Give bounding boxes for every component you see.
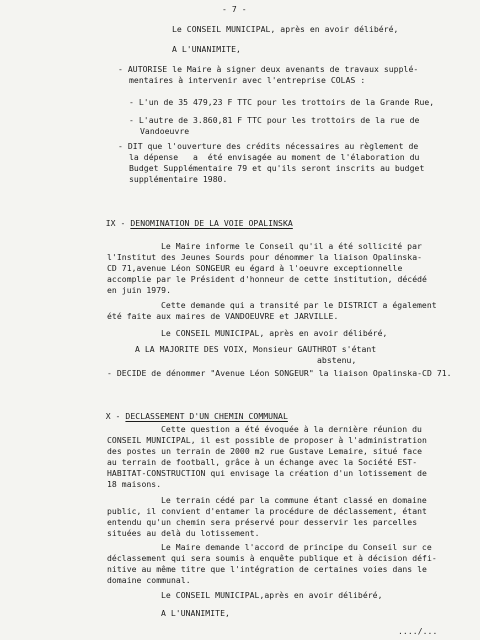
- ix-abstention-line: abstenu,: [317, 355, 357, 365]
- section-ix-heading: [86, 207, 293, 240]
- ix-majority-line: A LA MAJORITE DES VOIX, Monsieur GAUTHROT s'étant: [135, 344, 377, 354]
- ix-paragraph-2-line-2: été faite aux maires de VANDOEUVRE et JARVILLE.: [107, 311, 339, 321]
- x-paragraph-3-line-1: Le Maire demande l'accord de principe du Conseil sur ce: [161, 542, 432, 552]
- x-unanimity-line: A L'UNANIMITE,: [161, 608, 230, 618]
- ix-paragraph-2-line-1: Cette demande qui a transité par le DISTRICT a également: [161, 300, 437, 310]
- section-ix-number: IX -: [105, 218, 126, 228]
- ix-paragraph-1-line-1: Le Maire informe le Conseil qu'il a été sollicité par: [161, 241, 422, 251]
- avenant-2-line-2: Vandoeuvre: [140, 126, 190, 136]
- x-paragraph-3-line-2: déclassement qui sera soumis à enquête publique et à décision défi-: [107, 553, 437, 563]
- x-paragraph-3-line-4: domaine communal.: [107, 575, 191, 585]
- x-paragraph-2-line-1: Le terrain cédé par la commune étant classé en domaine: [161, 495, 427, 505]
- ix-paragraph-1-line-2: l'Institut des Jeunes Sourds pour dénommer la liaison Opalinska-: [107, 252, 423, 262]
- ix-paragraph-1-line-3: CD 71,avenue Léon SONGEUR eu égard à l'oeuvre exceptionnelle: [107, 263, 403, 273]
- ix-decision-line: - DECIDE de dénommer "Avenue Léon SONGEUR" la liaison Opalinska-CD 71.: [107, 368, 452, 378]
- avenant-1: - L'un de 35 479,23 F TTC pour les trottoirs de la Grande Rue,: [129, 97, 435, 107]
- x-paragraph-2-line-3: entendu qu'un chemin sera préservé pour desservir les parcelles: [107, 517, 418, 527]
- x-paragraph-1-line-4: au terrain de football, grâce à un échange avec la Société EST-: [107, 457, 418, 467]
- x-paragraph-1-line-1: Cette question a été évoquée à la dernière réunion du: [161, 424, 422, 434]
- dit-line-4: supplémentaire 1980.: [129, 174, 228, 184]
- section-x-title: DECLASSEMENT D'UN CHEMIN COMMUNAL: [125, 411, 288, 421]
- x-council-deliberation: Le CONSEIL MUNICIPAL,après en avoir délibéré,: [161, 590, 383, 600]
- avenant-2-line-1: - L'autre de 3.860,81 F TTC pour les trottoirs de la rue de: [129, 115, 420, 125]
- ix-paragraph-1-line-5: en juin 1979.: [107, 285, 171, 295]
- authorise-line-1: - AUTORISE le Maire à signer deux avenants de travaux supplé-: [118, 64, 419, 74]
- council-deliberation-line: Le CONSEIL MUNICIPAL, après en avoir délibéré,: [172, 24, 399, 34]
- authorise-line-2: mentaires à intervenir avec l'entreprise COLAS :: [129, 75, 366, 85]
- x-paragraph-2-line-2: public, il convient d'entamer la procédure de déclassement, étant: [107, 506, 427, 516]
- dit-line-2: la dépense a été envisagée au moment de l'élaboration du: [129, 152, 420, 162]
- x-paragraph-1-line-6: 18 maisons.: [107, 479, 162, 489]
- x-paragraph-2-line-4: situées au delà du lotissement.: [107, 528, 260, 538]
- section-ix-title: DENOMINATION DE LA VOIE OPALINSKA: [130, 218, 293, 228]
- section-x-number: X -: [105, 411, 121, 421]
- dit-line-3: Budget Supplémentaire 79 et qu'ils seront inscrits au budget: [129, 163, 425, 173]
- continuation-mark: ..../...: [398, 626, 438, 636]
- x-paragraph-3-line-3: nitive au même titre que l'intégration de certaines voies dans le: [107, 564, 427, 574]
- unanimity-line: A L'UNANIMITE,: [172, 44, 241, 54]
- dit-line-1: - DIT que l'ouverture des crédits nécessaires au règlement de: [118, 141, 419, 151]
- ix-paragraph-1-line-4: accomplie par le Président d'honneur de cette institution, décédé: [107, 274, 427, 284]
- x-paragraph-1-line-2: CONSEIL MUNICIPAL, il est possible de proposer à l'administration: [107, 435, 427, 445]
- x-paragraph-1-line-3: des postes un terrain de 2000 m2 rue Gustave Lemaire, situé face: [107, 446, 423, 456]
- x-paragraph-1-line-5: HABITAT-CONSTRUCTION qui envisage la création d'un lotissement de: [107, 468, 427, 478]
- ix-council-deliberation: Le CONSEIL MUNICIPAL, après en avoir délibéré,: [161, 328, 388, 338]
- page-number: - 7 -: [222, 4, 247, 14]
